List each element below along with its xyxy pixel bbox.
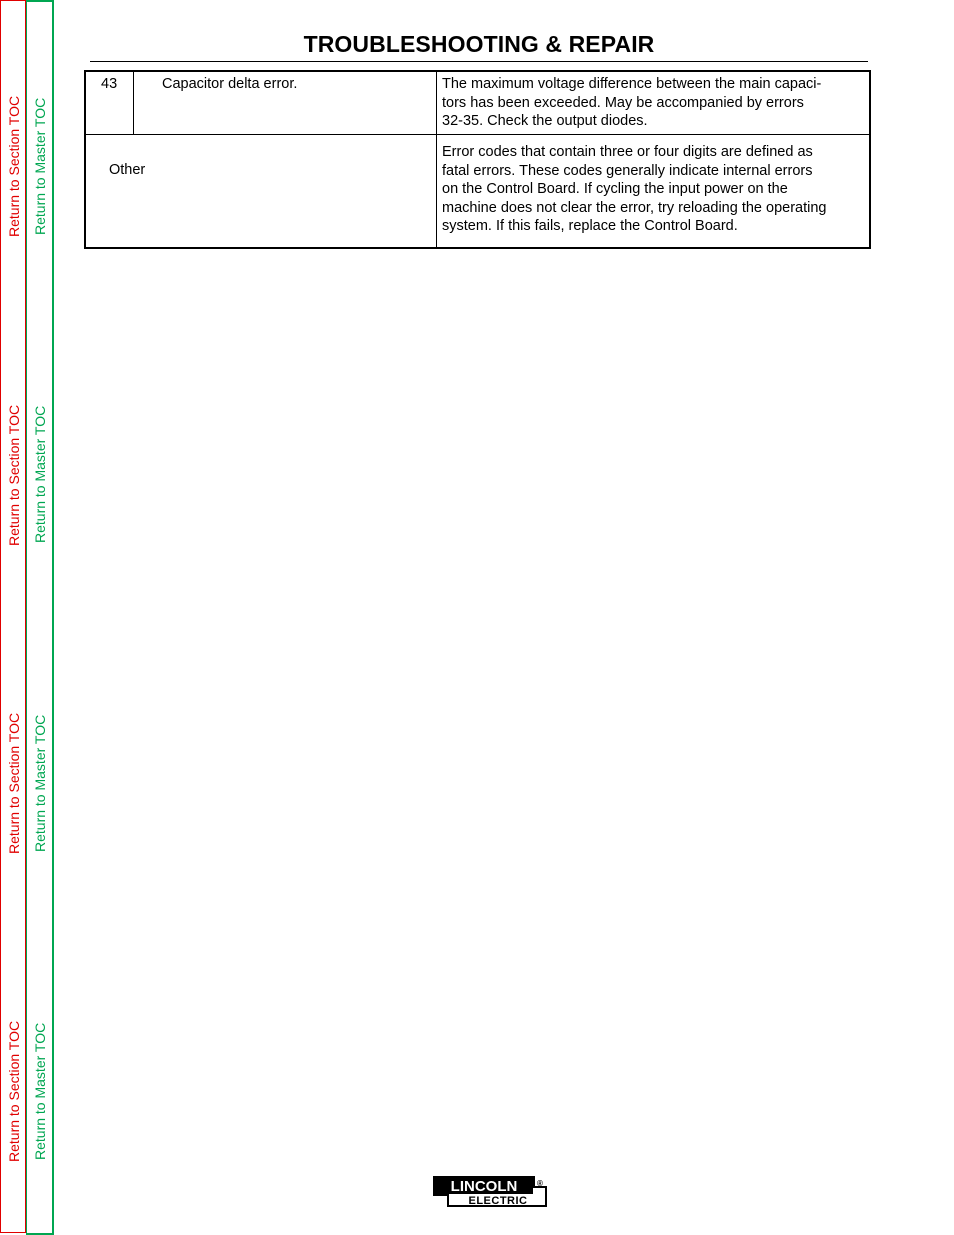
action-line: The maximum voltage difference between the main capaci- [442, 76, 822, 92]
action-line: on the Control Board. If cycling the input power on the [442, 181, 788, 197]
return-to-section-toc-link[interactable]: Return to Section TOC [6, 1020, 22, 1162]
page-title: TROUBLESHOOTING & REPAIR [303, 31, 655, 57]
return-to-section-toc-link[interactable]: Return to Section TOC [6, 95, 22, 237]
action-line: fatal errors. These codes generally indicate internal errors [442, 162, 813, 179]
return-to-master-toc-link[interactable]: Return to Master TOC [32, 97, 48, 235]
action-line: 32-35. Check the output diodes. [442, 113, 648, 129]
error-code: 43 [101, 76, 118, 92]
error-code: Other [109, 162, 146, 178]
error-description: Capacitor delta error. [162, 76, 298, 92]
code-column-divider [133, 72, 134, 134]
return-to-master-toc-link[interactable]: Return to Master TOC [32, 405, 48, 543]
return-to-section-toc-link[interactable]: Return to Section TOC [6, 404, 22, 546]
action-line: Error codes that contain three or four digits are defined as [442, 144, 813, 160]
column-divider [436, 72, 437, 247]
svg-text:ELECTRIC: ELECTRIC [468, 1195, 528, 1207]
error-action [442, 143, 826, 236]
error-code-table [84, 70, 871, 249]
lincoln-electric-logo [432, 1175, 548, 1208]
error-action [442, 75, 821, 131]
title-divider [90, 61, 868, 62]
svg-text:LINCOLN: LINCOLN [450, 1178, 518, 1195]
return-to-master-toc-link[interactable]: Return to Master TOC [32, 714, 48, 852]
row-divider [86, 134, 869, 135]
action-line: machine does not clear the error, try reloading the operating [442, 199, 827, 216]
return-to-master-toc-link[interactable]: Return to Master TOC [32, 1022, 48, 1160]
svg-text:®: ® [537, 1179, 543, 1188]
action-line: tors has been exceeded. May be accompanied by errors [442, 94, 804, 111]
return-to-section-toc-link[interactable]: Return to Section TOC [6, 712, 22, 854]
action-line: system. If this fails, replace the Control Board. [442, 218, 738, 234]
